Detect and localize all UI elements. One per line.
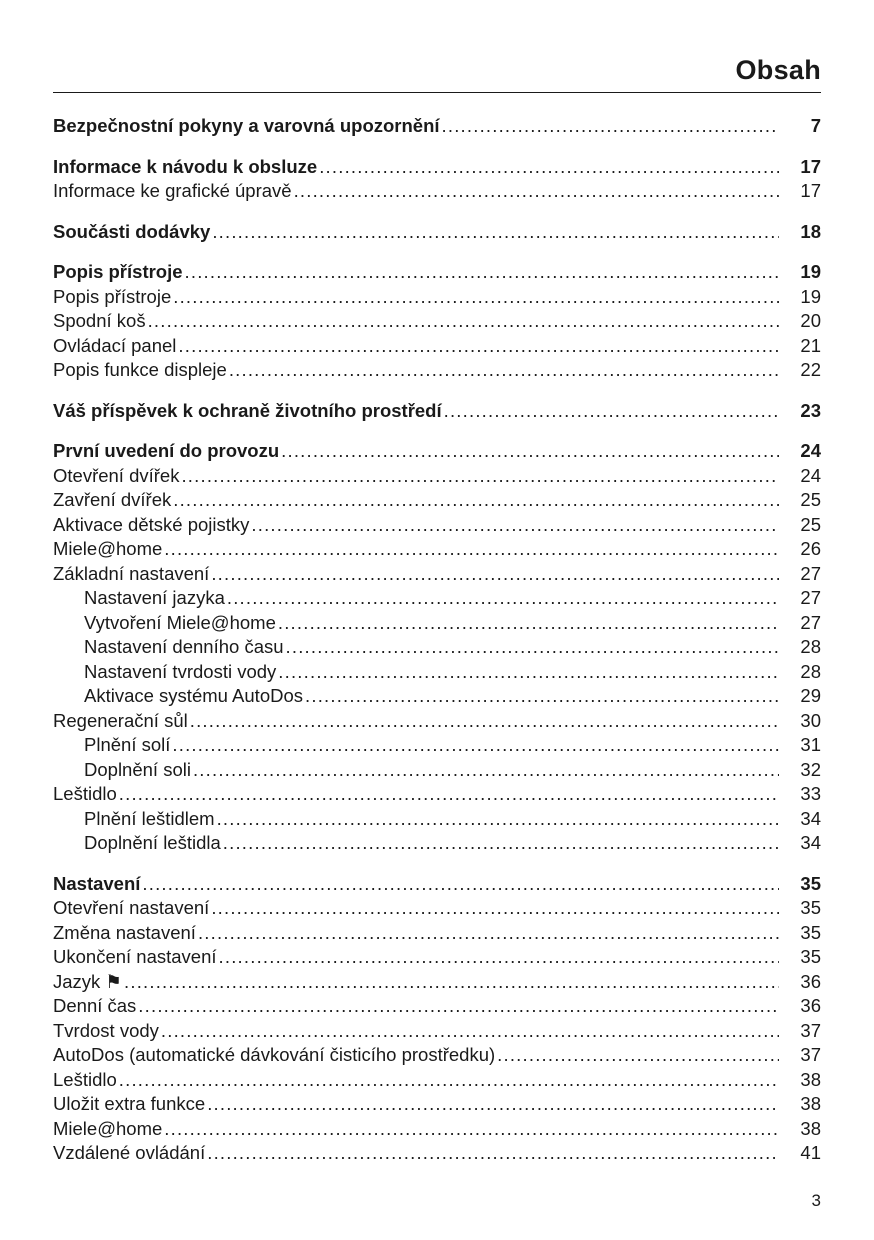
toc-dot-leader — [286, 635, 779, 660]
toc-entry[interactable] — [53, 872, 821, 897]
toc-entry[interactable] — [53, 733, 821, 758]
toc-entry-page: 35 — [800, 872, 821, 894]
toc-entry-label: Ukončení nastavení — [53, 946, 217, 967]
toc-entry[interactable] — [53, 807, 821, 832]
toc-entry-page: 18 — [800, 220, 821, 242]
toc-dot-leader — [161, 1019, 779, 1044]
toc-entry-page: 25 — [800, 513, 821, 535]
toc-dot-leader — [207, 1092, 779, 1117]
toc-entry-page: 38 — [800, 1068, 821, 1090]
toc-dot-leader — [278, 660, 779, 685]
toc-dot-leader — [294, 179, 779, 204]
toc-entry-label: Informace ke grafické úpravě — [53, 180, 292, 201]
toc-entry-label: Leštidlo — [53, 783, 117, 804]
toc-entry-label: Jazyk ⚑ — [53, 970, 123, 992]
toc-dot-leader — [251, 513, 779, 538]
toc-entry-page: 17 — [800, 155, 821, 177]
toc-dot-leader — [444, 399, 779, 424]
toc-entry-page: 37 — [800, 1019, 821, 1041]
toc-entry-label: Součásti dodávky — [53, 220, 211, 242]
toc-entry-page: 27 — [800, 562, 821, 584]
toc-dot-leader — [124, 970, 779, 995]
toc-entry-label: Tvrdost vody — [53, 1019, 159, 1041]
toc-entry[interactable] — [53, 562, 821, 587]
toc-entry[interactable] — [53, 179, 821, 204]
toc-entry-page: 27 — [800, 611, 821, 633]
toc-dot-leader — [164, 537, 779, 562]
toc-entry-page: 34 — [800, 807, 821, 829]
toc-dot-leader — [193, 758, 779, 783]
toc-entry[interactable] — [53, 1117, 821, 1142]
toc-entry-page: 7 — [810, 115, 821, 136]
toc-entry-label: Zavření dvířek — [53, 489, 172, 510]
toc-dot-leader — [442, 114, 779, 139]
toc-dot-leader — [212, 220, 779, 245]
toc-entry-label: Změna nastavení — [53, 921, 196, 943]
toc-entry-label: Regenerační sůl — [53, 709, 188, 731]
toc-dot-leader — [281, 439, 779, 464]
toc-entry-label: Ovládací panel — [53, 334, 177, 356]
toc-entry[interactable] — [53, 439, 821, 464]
toc-dot-leader — [148, 309, 779, 334]
toc-entry-label: Aktivace systému AutoDos — [84, 685, 304, 706]
toc-entry[interactable] — [53, 155, 821, 180]
toc-entry-label: Vzdálené ovládání — [53, 1142, 206, 1163]
toc-entry-page: 38 — [800, 1117, 821, 1139]
toc-entry[interactable] — [53, 260, 821, 285]
toc-entry-label: Spodní koš — [53, 310, 146, 331]
toc-entry[interactable] — [53, 684, 821, 709]
toc-entry-page: 35 — [800, 946, 821, 967]
toc-entry-page: 33 — [800, 783, 821, 804]
toc-dot-leader — [190, 709, 779, 734]
toc-dot-leader — [185, 260, 779, 285]
toc-entry-page: 41 — [800, 1142, 821, 1163]
toc-entry[interactable] — [53, 660, 821, 685]
toc-entry[interactable] — [53, 1092, 821, 1117]
toc-dot-leader — [207, 1141, 779, 1166]
toc-entry-label: Plnění solí — [84, 734, 171, 755]
toc-entry[interactable] — [53, 921, 821, 946]
toc-entry-page: 17 — [800, 180, 821, 201]
table-of-contents — [53, 114, 821, 1166]
toc-dot-leader — [119, 1068, 779, 1093]
toc-entry-label: Plnění leštidlem — [84, 807, 215, 829]
toc-entry[interactable] — [53, 513, 821, 538]
toc-entry-label: Vytvoření Miele@home — [84, 611, 276, 633]
toc-entry-page: 35 — [800, 921, 821, 943]
toc-entry-label: První uvedení do provozu — [53, 440, 280, 461]
toc-dot-leader — [172, 733, 779, 758]
toc-entry[interactable] — [53, 831, 821, 856]
toc-entry-label: Popis funkce displeje — [53, 359, 227, 380]
toc-entry[interactable] — [53, 782, 821, 807]
toc-entry[interactable] — [53, 586, 821, 611]
toc-entry-page: 27 — [800, 587, 821, 608]
toc-entry-page: 19 — [800, 285, 821, 307]
toc-entry-label: Nastavení — [53, 872, 141, 894]
page-number: 3 — [811, 1191, 821, 1210]
toc-entry-label: Doplnění leštidla — [84, 832, 221, 853]
toc-entry-label: Nastavení jazyka — [84, 587, 225, 608]
toc-entry-page: 26 — [800, 538, 821, 559]
toc-entry-page: 21 — [800, 334, 821, 356]
toc-entry-label: Miele@home — [53, 1117, 163, 1139]
toc-entry[interactable] — [53, 635, 821, 660]
toc-entry[interactable] — [53, 537, 821, 562]
toc-entry[interactable] — [53, 285, 821, 310]
toc-entry[interactable] — [53, 1019, 821, 1044]
toc-entry-label: Informace k návodu k obsluze — [53, 155, 318, 177]
toc-entry-label: Základní nastavení — [53, 562, 210, 584]
toc-entry[interactable] — [53, 309, 821, 334]
toc-dot-leader — [198, 921, 779, 946]
toc-entry[interactable] — [53, 464, 821, 489]
toc-dot-leader — [278, 611, 779, 636]
toc-dot-leader — [227, 586, 779, 611]
toc-entry[interactable] — [53, 399, 821, 424]
toc-entry-page: 30 — [800, 709, 821, 731]
toc-entry-page: 23 — [800, 399, 821, 421]
toc-entry-page: 28 — [800, 660, 821, 682]
toc-entry[interactable] — [53, 220, 821, 245]
toc-entry-label: Aktivace dětské pojistky — [53, 513, 250, 535]
toc-entry-label: Popis přístroje — [53, 285, 172, 307]
toc-dot-leader — [229, 358, 779, 383]
toc-entry[interactable] — [53, 611, 821, 636]
toc-entry-label: Nastavení denního času — [84, 636, 284, 657]
toc-entry[interactable] — [53, 488, 821, 513]
toc-entry[interactable] — [53, 758, 821, 783]
toc-entry-page: 29 — [800, 685, 821, 706]
toc-entry-page: 37 — [800, 1044, 821, 1065]
toc-entry-page: 22 — [800, 359, 821, 380]
toc-entry-page: 35 — [800, 897, 821, 918]
toc-dot-leader — [219, 945, 779, 970]
toc-entry[interactable] — [53, 1141, 821, 1166]
toc-dot-leader — [217, 807, 779, 832]
toc-entry[interactable] — [53, 334, 821, 359]
toc-dot-leader — [138, 994, 779, 1019]
toc-entry-label: Popis přístroje — [53, 261, 183, 282]
toc-entry-page: 38 — [800, 1093, 821, 1114]
toc-entry-page: 31 — [800, 734, 821, 755]
toc-entry-label: Leštidlo — [53, 1068, 117, 1090]
toc-dot-leader — [211, 562, 779, 587]
toc-entry-page: 24 — [800, 440, 821, 461]
toc-dot-leader — [223, 831, 779, 856]
toc-entry-label: Uložit extra funkce — [53, 1093, 206, 1114]
toc-entry[interactable] — [53, 114, 821, 139]
toc-entry-page: 19 — [800, 261, 821, 282]
toc-entry[interactable] — [53, 896, 821, 921]
toc-entry-page: 34 — [800, 832, 821, 853]
toc-entry-label: Bezpečnostní pokyny a varovná upozornění — [53, 115, 440, 136]
title-rule — [53, 92, 821, 93]
toc-dot-leader — [164, 1117, 779, 1142]
toc-entry-page: 24 — [800, 464, 821, 486]
toc-entry[interactable] — [53, 1068, 821, 1093]
toc-entry[interactable] — [53, 970, 821, 995]
toc-entry-page: 20 — [800, 310, 821, 331]
toc-entry-label: Doplnění soli — [84, 758, 191, 780]
toc-entry-label: Denní čas — [53, 995, 137, 1016]
toc-entry[interactable] — [53, 945, 821, 970]
toc-entry-label: Nastavení tvrdosti vody — [84, 660, 277, 682]
toc-dot-leader — [173, 488, 779, 513]
toc-entry[interactable] — [53, 709, 821, 734]
toc-entry[interactable] — [53, 994, 821, 1019]
toc-entry-page: 36 — [800, 970, 821, 992]
toc-dot-leader — [497, 1043, 779, 1068]
toc-entry-page: 28 — [800, 636, 821, 657]
toc-dot-leader — [142, 872, 779, 897]
toc-dot-leader — [181, 464, 779, 489]
toc-entry[interactable] — [53, 358, 821, 383]
toc-entry-page: 25 — [800, 489, 821, 510]
toc-dot-leader — [178, 334, 779, 359]
toc-dot-leader — [173, 285, 779, 310]
toc-entry-label: Miele@home — [53, 538, 163, 559]
toc-dot-leader — [319, 155, 779, 180]
toc-entry-label: AutoDos (automatické dávkování čisticího prostředku) — [53, 1044, 496, 1065]
toc-entry-label: Otevření nastavení — [53, 897, 210, 918]
toc-entry[interactable] — [53, 1043, 821, 1068]
toc-dot-leader — [305, 684, 779, 709]
toc-entry-page: 36 — [800, 995, 821, 1016]
toc-entry-page: 32 — [800, 758, 821, 780]
toc-dot-leader — [211, 896, 779, 921]
page-title: Obsah — [735, 55, 821, 85]
toc-entry-label: Váš příspěvek k ochraně životního prostředí — [53, 399, 442, 421]
toc-dot-leader — [119, 782, 779, 807]
toc-entry-label: Otevření dvířek — [53, 464, 180, 486]
